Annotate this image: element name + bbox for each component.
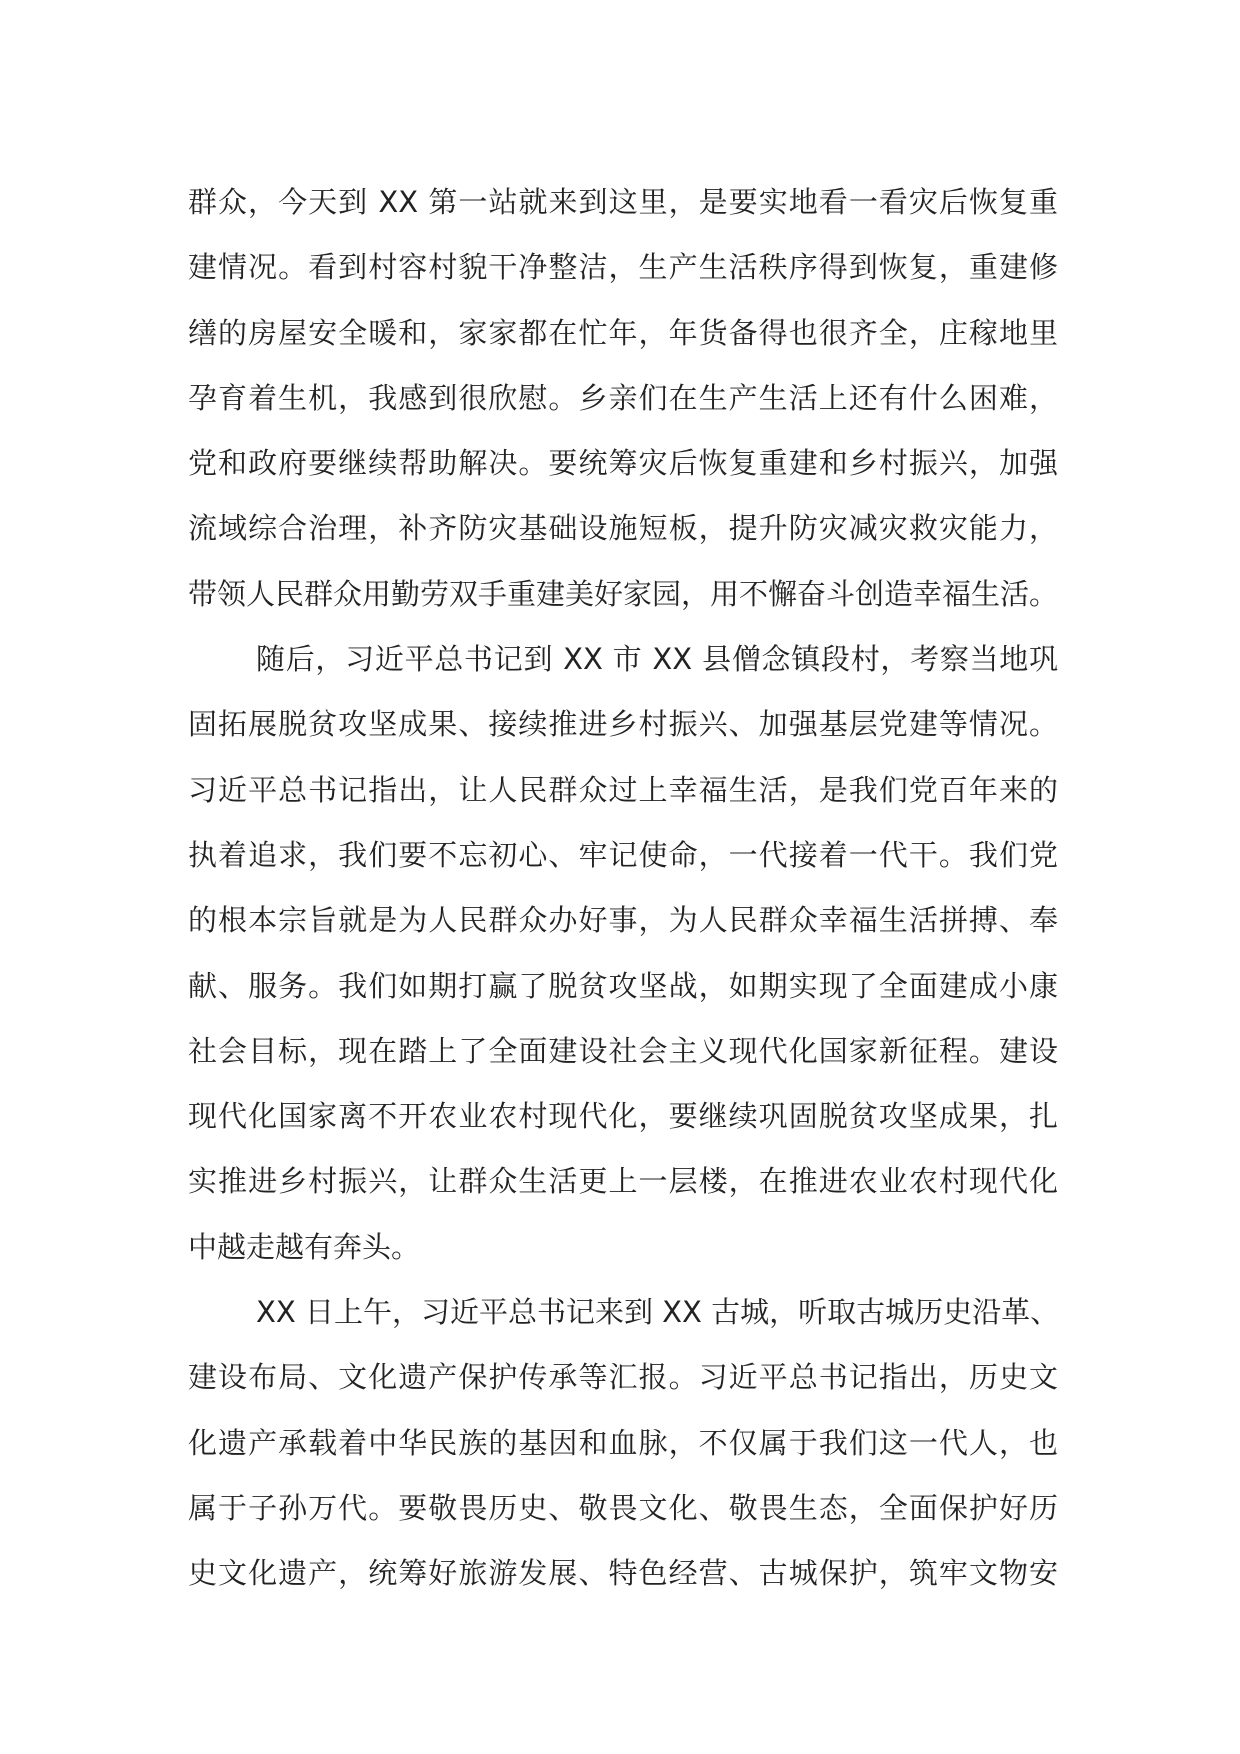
body-text — [188, 170, 1058, 1607]
text-line: 缮的房屋安全暖和，家家都在忙年，年货备得也很齐全，庄稼地里 — [188, 315, 1058, 350]
paragraph-last-line: 中越走越有奔头。 — [188, 1229, 421, 1264]
text-line: 党和政府要继续帮助解决。要统筹灾后恢复重建和乡村振兴，加强 — [188, 446, 1058, 481]
paragraph-first-line: XX 日上午，习近平总书记来到 XX 古城，听取古城历史沿革、 — [256, 1295, 1060, 1330]
text-line: 的根本宗旨就是为人民群众办好事，为人民群众幸福生活拼搏、奉 — [188, 903, 1058, 938]
text-line: 建情况。看到村容村貌干净整洁，生产生活秩序得到恢复，重建修 — [188, 250, 1058, 285]
text-line: 带领人民群众用勤劳双手重建美好家园，用不懈奋斗创造幸福生活。 — [188, 576, 1059, 611]
text-line: 属于子孙万代。要敬畏历史、敬畏文化、敬畏生态，全面保护好历 — [188, 1490, 1058, 1525]
text-line: 化遗产承载着中华民族的基因和血脉，不仅属于我们这一代人，也 — [188, 1425, 1058, 1460]
text-line: 史文化遗产，统筹好旅游发展、特色经营、古城保护，筑牢文物安 — [188, 1556, 1058, 1591]
text-line: 固拓展脱贫攻坚成果、接续推进乡村振兴、加强基层党建等情况。 — [188, 707, 1058, 742]
text-line: 献、服务。我们如期打赢了脱贫攻坚战，如期实现了全面建成小康 — [188, 968, 1058, 1003]
text-line: 实推进乡村振兴，让群众生活更上一层楼，在推进农业农村现代化 — [188, 1164, 1058, 1199]
text-line: 建设布局、文化遗产保护传承等汇报。习近平总书记指出，历史文 — [188, 1360, 1058, 1395]
text-line: 群众，今天到 XX 第一站就来到这里，是要实地看一看灾后恢复重 — [188, 185, 1058, 219]
text-line: 社会目标，现在踏上了全面建设社会主义现代化国家新征程。建设 — [188, 1033, 1058, 1068]
text-line: 流域综合治理，补齐防灾基础设施短板，提升防灾减灾救灾能力， — [188, 511, 1058, 546]
text-line: 执着追求，我们要不忘初心、牢记使命，一代接着一代干。我们党 — [188, 837, 1058, 872]
text-line: 现代化国家离不开农业农村现代化，要继续巩固脱贫攻坚成果，扎 — [188, 1099, 1058, 1134]
text-line: 孕育着生机，我感到很欣慰。乡亲们在生产生活上还有什么困难， — [188, 380, 1058, 415]
paragraph-first-line: 随后，习近平总书记到 XX 市 XX 县僧念镇段村，考察当地巩 — [256, 642, 1058, 677]
text-line: 习近平总书记指出，让人民群众过上幸福生活，是我们党百年来的 — [188, 772, 1058, 807]
